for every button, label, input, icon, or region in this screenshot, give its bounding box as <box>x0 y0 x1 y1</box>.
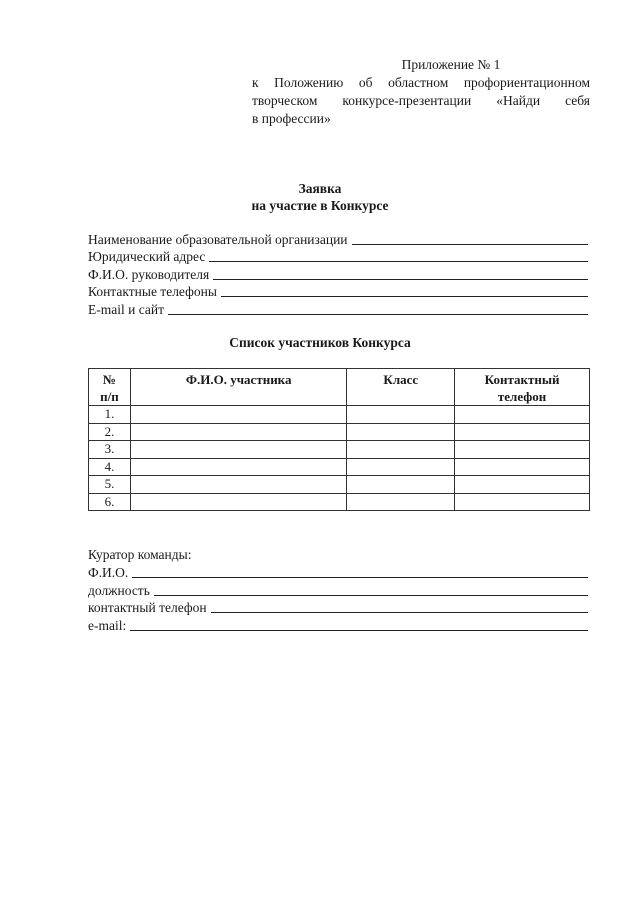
curator-phone-field[interactable] <box>88 599 588 617</box>
appendix-line: творческом конкурсе-презентации «Найди себя <box>252 93 590 108</box>
table-row <box>89 458 590 476</box>
field-label: должность <box>88 582 150 598</box>
participant-phone-cell[interactable] <box>455 476 590 494</box>
field-label: Юридический адрес <box>88 249 206 264</box>
appendix-line: в профессии» <box>252 111 331 126</box>
fill-line[interactable] <box>352 244 588 245</box>
field-label: Наименование образовательной организации <box>88 231 348 247</box>
director-name-field[interactable] <box>88 265 588 283</box>
participant-class-cell[interactable] <box>347 441 455 459</box>
organization-fields <box>88 230 588 318</box>
email-site-field[interactable] <box>88 300 588 318</box>
curator-heading: Куратор команды: <box>88 547 192 562</box>
participant-phone-cell[interactable] <box>455 406 590 424</box>
curator-position-field[interactable] <box>88 581 588 599</box>
fill-line[interactable] <box>130 630 588 631</box>
fill-line[interactable] <box>213 279 588 280</box>
table-row <box>89 476 590 494</box>
fill-line[interactable] <box>221 296 588 297</box>
header-phone-line2: телефон <box>497 389 547 404</box>
row-number: 6. <box>89 493 131 511</box>
participant-phone-cell[interactable] <box>455 493 590 511</box>
participant-phone-cell[interactable] <box>455 423 590 441</box>
header-phone-line1: Контактный <box>484 372 560 387</box>
curator-section <box>88 546 588 634</box>
appendix-line: к Положению об областном профориентационном <box>252 75 590 90</box>
participants-table <box>88 368 590 511</box>
row-number: 3. <box>89 441 131 459</box>
field-label: e-mail: <box>88 617 127 633</box>
legal-address-field[interactable] <box>88 248 588 266</box>
participant-name-cell[interactable] <box>130 406 347 424</box>
contact-phones-field[interactable] <box>88 283 588 301</box>
participant-phone-cell[interactable] <box>455 441 590 459</box>
appendix-header <box>252 56 590 128</box>
appendix-number: Приложение № 1 <box>401 57 501 72</box>
header-num <box>89 369 131 406</box>
fill-line[interactable] <box>209 261 588 262</box>
header-name: Ф.И.О. участника <box>130 369 347 406</box>
participant-phone-cell[interactable] <box>455 458 590 476</box>
fill-line[interactable] <box>168 314 588 315</box>
table-row <box>89 441 590 459</box>
participant-name-cell[interactable] <box>130 493 347 511</box>
fill-line[interactable] <box>154 595 588 596</box>
field-label: Ф.И.О. руководителя <box>88 266 210 282</box>
curator-name-field[interactable] <box>88 564 588 582</box>
participant-class-cell[interactable] <box>347 458 455 476</box>
curator-email-field[interactable] <box>88 616 588 634</box>
row-number: 1. <box>89 406 131 424</box>
table-header-row <box>89 369 590 406</box>
participant-name-cell[interactable] <box>130 458 347 476</box>
row-number: 4. <box>89 458 131 476</box>
header-num-line1: № <box>102 372 116 387</box>
field-label: контактный телефон <box>88 600 207 615</box>
application-subtitle: на участие в Конкурсе <box>251 198 389 213</box>
application-title: Заявка <box>298 181 342 196</box>
participant-class-cell[interactable] <box>347 493 455 511</box>
participant-name-cell[interactable] <box>130 441 347 459</box>
row-number: 5. <box>89 476 131 494</box>
participant-class-cell[interactable] <box>347 476 455 494</box>
org-name-field[interactable] <box>88 230 588 248</box>
header-phone <box>455 369 590 406</box>
participant-class-cell[interactable] <box>347 423 455 441</box>
row-number: 2. <box>89 423 131 441</box>
field-label: Ф.И.О. <box>88 565 129 580</box>
table-row <box>89 493 590 511</box>
table-row <box>89 406 590 424</box>
participant-class-cell[interactable] <box>347 406 455 424</box>
fill-line[interactable] <box>211 612 588 613</box>
header-class: Класс <box>347 369 455 406</box>
participants-title: Список участников Конкурса <box>229 335 411 350</box>
participant-name-cell[interactable] <box>130 423 347 441</box>
participant-name-cell[interactable] <box>130 476 347 494</box>
fill-line[interactable] <box>132 577 588 578</box>
header-num-line2: п/п <box>100 389 119 404</box>
table-row <box>89 423 590 441</box>
field-label: Контактные телефоны <box>88 284 217 299</box>
field-label: E-mail и сайт <box>88 301 164 317</box>
